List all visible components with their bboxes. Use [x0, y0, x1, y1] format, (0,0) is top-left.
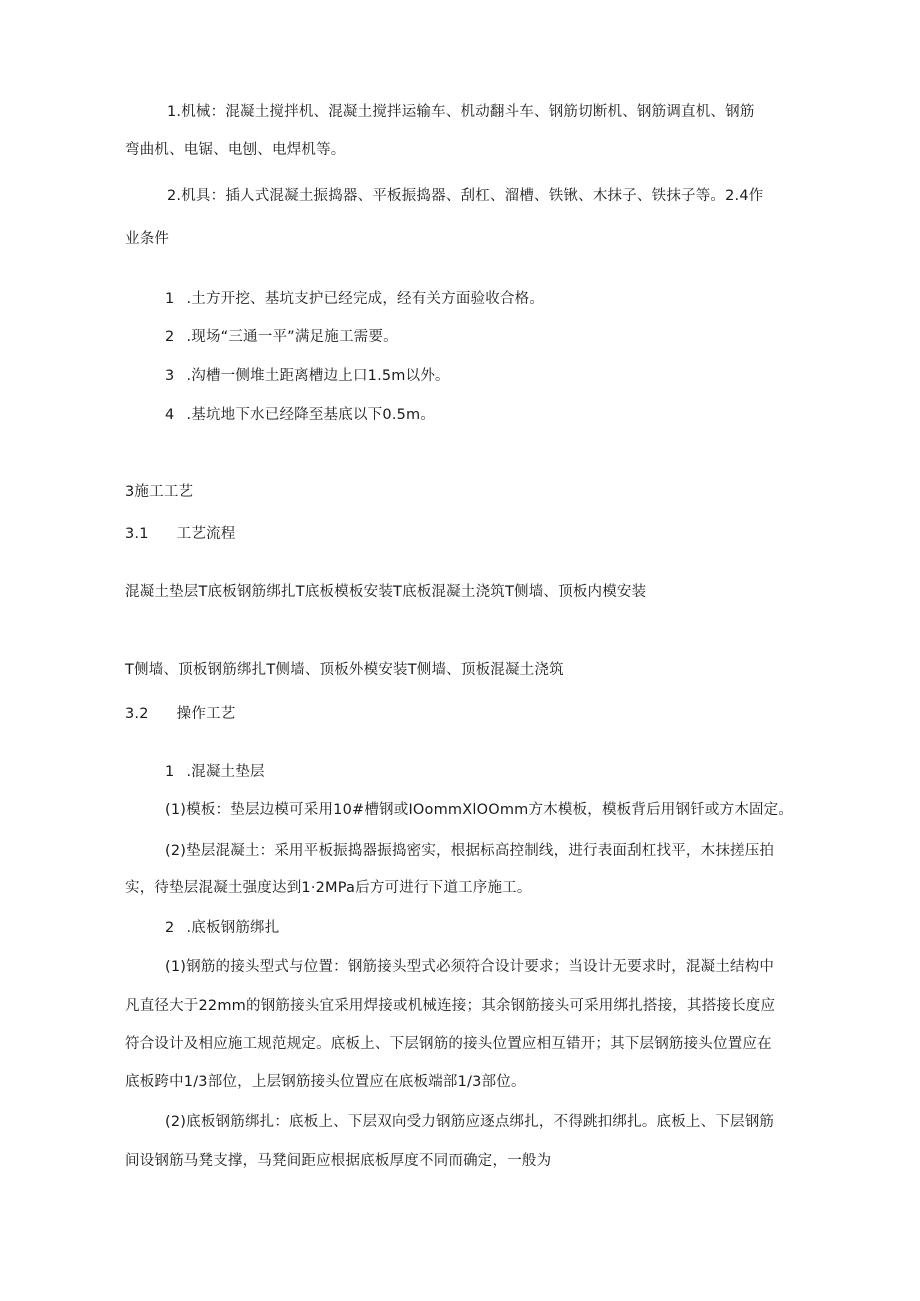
subsection-heading: [125, 524, 235, 544]
condition-text: .现场“三通一平”满足施工需要。: [186, 329, 398, 345]
paragraph-line: 凡直径大于22mm的钢筋接头宜采用焊接或机械连接；其余钢筋接头可采用绑扎搭接，其搭接长度应: [125, 998, 776, 1014]
operation-heading: [165, 762, 265, 782]
process-flow-line: T侧墙、顶板钢筋绑扎T侧墙、顶板外模安装T侧墙、顶板混凝土浇筑: [125, 662, 564, 678]
condition-item: [165, 327, 398, 347]
operation-title: .混凝土垫层: [186, 764, 265, 780]
equipment-item-1: 1.机械：混凝土搅拌机、混凝土搅拌运输车、机动翻斗车、钢筋切断机、钢筋调直机、钢筋: [167, 104, 755, 120]
process-flow-line: 混凝土垫层T底板钢筋绑扎T底板模板安装T底板混凝土浇筑T侧墙、顶板内模安装: [125, 584, 647, 600]
condition-number: 1: [165, 291, 175, 307]
condition-item: [165, 366, 450, 386]
paragraph-line: (1)钢筋的接头型式与位置：钢筋接头型式必须符合设计要求；当设计无要求时，混凝土结构中: [165, 959, 775, 975]
subsection-title: 操作工艺: [176, 706, 236, 722]
paragraph-line: 间设钢筋马凳支撑，马凳间距应根据底板厚度不同而确定，一般为: [125, 1153, 552, 1169]
condition-text: .沟槽一侧堆土距离槽边上口1.5m以外。: [186, 368, 450, 384]
operation-title: .底板钢筋绑扎: [186, 920, 280, 936]
subsection-title: 工艺流程: [176, 526, 236, 542]
equipment-item-2-cont: 业条件: [125, 231, 170, 247]
equipment-item-2: 2.机具：插人式混凝土振捣器、平板振捣器、刮杠、溜槽、铁锹、木抹子、铁抹子等。2.4作: [167, 188, 764, 204]
subsection-heading: [125, 704, 235, 724]
paragraph-line: (2)垫层混凝土：采用平板振捣器振捣密实，根据标高控制线，进行表面刮杠找平，木抹搓压拍: [165, 843, 775, 859]
condition-text: .基坑地下水已经降至基底以下0.5m。: [186, 407, 436, 423]
paragraph-line: (2)底板钢筋绑扎：底板上、下层双向受力钢筋应逐点绑扎，不得跳扣绑扎。底板上、下层钢筋: [165, 1114, 775, 1130]
condition-item: [165, 405, 435, 425]
subsection-number: 3.1: [125, 526, 149, 542]
condition-number: 3: [165, 368, 175, 384]
condition-number: 4: [165, 407, 175, 423]
section-heading: 3施工工艺: [125, 484, 194, 500]
paragraph-line: 底板跨中1/3部位，上层钢筋接头位置应在底板端部1/3部位。: [125, 1074, 526, 1090]
condition-item: [165, 289, 544, 309]
condition-number: 2: [165, 329, 175, 345]
condition-text: .土方开挖、基坑支护已经完成，经有关方面验收合格。: [186, 291, 545, 307]
operation-number: 1: [165, 764, 175, 780]
paragraph-line: (1)模板：垫层边模可采用10#槽钢或IOommXlOOmm方木模板，模板背后用钢钎或方木固定。: [165, 802, 794, 818]
paragraph-line: 符合设计及相应施工规范规定。底板上、下层钢筋的接头位置应相互错开；其下层钢筋接头位置应在: [125, 1036, 772, 1052]
subsection-number: 3.2: [125, 706, 149, 722]
operation-heading: [165, 918, 279, 938]
paragraph-line: 实，待垫层混凝土强度达到1·2MPa后方可进行下道工序施工。: [125, 880, 532, 896]
equipment-item-1-cont: 弯曲机、电锯、电刨、电焊机等。: [125, 142, 346, 158]
operation-number: 2: [165, 920, 175, 936]
